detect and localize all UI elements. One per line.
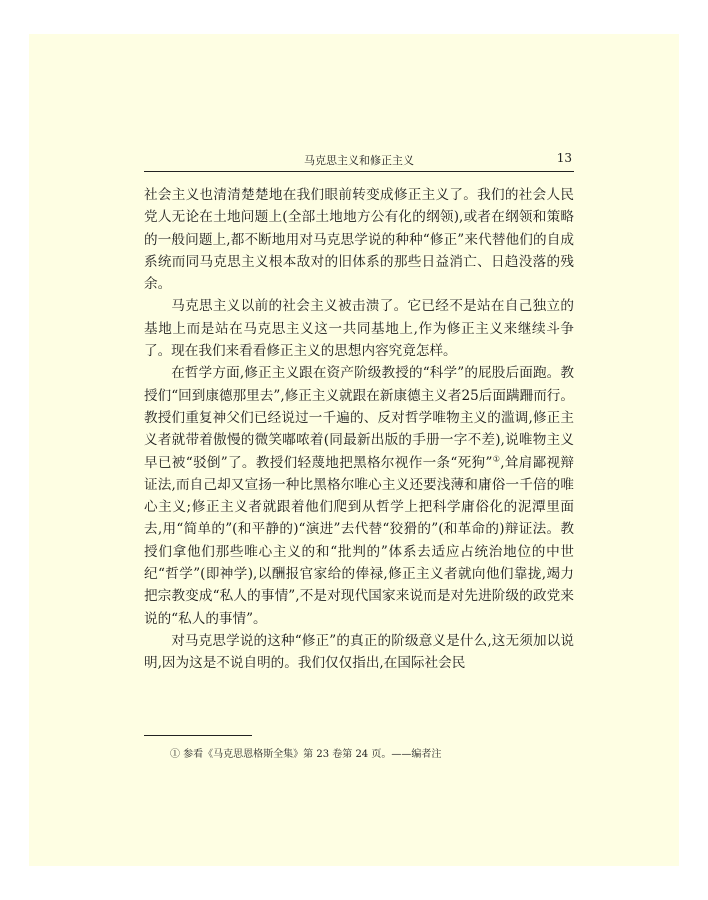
running-header-title: 马克思主义和修正主义: [304, 154, 414, 167]
paragraph-3-part-2: ,耸肩鄙视辩证法,而自己却又宣扬一种比黑格尔唯心主义还要浅薄和庸俗一千倍的唯心主义;修正主义者就跟着他们爬到从哲学上把科学庸俗化的泥潭里面去,用“简单的”(和平静的)“演进”去代替“狡猾的”(和革命的)辩证法。教授们拿他们那些唯心主义的和“批判的”体系去适应占统治地位的中世纪“哲学”(即神学),以酬报官家给的俸禄,修正主义者就向他们靠拢,竭力把宗教变成“私人的事情”,不是对现代国家来说而是对先进阶级的政党来说的“私人的事情”。: [144, 454, 575, 627]
paragraph-3: [144, 362, 574, 630]
page-number: 13: [556, 151, 572, 165]
paragraph-2: 马克思主义以前的社会主义被击溃了。它已经不是站在自己独立的基地上而是站在马克思主义这一共同基地上,作为修正主义来继续斗争了。现在我们来看看修正主义的思想内容究竟怎样。: [144, 298, 574, 360]
footnote-reference-mark[interactable]: ①: [492, 454, 501, 464]
footnote-divider: [144, 735, 252, 736]
footnote: ① 参看《马克思恩格斯全集》第 23 卷第 24 页。——编者注: [170, 749, 442, 760]
paragraph-4: 对马克思学说的这种“修正”的真正的阶级意义是什么,这无须加以说明,因为这是不说自明的。我们仅仅指出,在国际社会民: [144, 632, 574, 672]
running-header: [144, 149, 574, 172]
paragraph-1: 社会主义也清清楚楚地在我们眼前转变成修正主义了。我们的社会人民党人无论在土地问题上(全部土地地方公有化的纲领),或者在纲领和策略的一般问题上,都不断地用对马克思学说的种种“修正”来代替他们的自成系统而同马克思主义根本敌对的旧体系的那些日益消亡、日趋没落的残余。: [144, 187, 574, 293]
paragraph-3-part-1: 在哲学方面,修正主义跟在资产阶级教授的“科学”的屁股后面跑。教授们“回到康德那里去”,修正主义就跟在新康德主义者25后面蹒跚而行。教授们重复神父们已经说过一千遍的、反对哲学唯物主义的滥调,修正主义者就带着傲慢的微笑嘟哝着(同最新出版的手册一字不差),说唯物主义早已被“驳倒”了。教授们轻蔑地把黑格尔视作一条“死狗”: [144, 365, 574, 471]
body-text: [144, 184, 574, 675]
